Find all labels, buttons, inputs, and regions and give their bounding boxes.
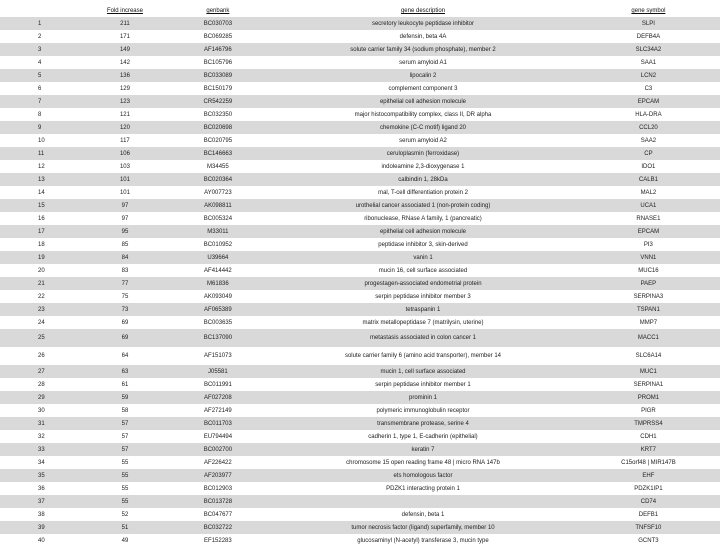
table-row[interactable] (0, 508, 720, 521)
row-index[interactable]: 34 (38, 459, 45, 466)
table-row[interactable] (0, 173, 720, 186)
fold-increase-cell[interactable]: 55 (83, 495, 166, 508)
table-row[interactable] (0, 316, 720, 329)
row-index[interactable]: 27 (0, 365, 83, 378)
genbank-cell[interactable]: BC150179 (203, 85, 233, 92)
gene-description-cell[interactable]: defensin, beta 4A (399, 33, 447, 40)
table-row[interactable] (0, 277, 720, 290)
gene-symbol-cell[interactable]: RNASE1 (636, 215, 661, 222)
fold-increase-cell[interactable]: 103 (119, 163, 130, 170)
gene-symbol-cell[interactable]: PI3 (643, 241, 653, 248)
table-row[interactable] (0, 199, 720, 212)
fold-increase-cell[interactable]: 97 (83, 199, 166, 212)
gene-description-cell[interactable]: matrix metallopeptidase 7 (matrilysin, uterine) (362, 319, 484, 326)
row-index[interactable]: 23 (0, 303, 83, 316)
genbank-cell[interactable]: BC105796 (203, 59, 233, 66)
table-row[interactable] (0, 160, 720, 173)
genbank-cell[interactable]: BC020364 (167, 173, 270, 186)
row-index[interactable]: 39 (0, 521, 83, 534)
row-index[interactable]: 4 (38, 59, 42, 66)
row-index[interactable]: 28 (38, 381, 45, 388)
table-row[interactable] (0, 347, 720, 365)
gene-symbol-cell[interactable]: CP (577, 147, 720, 160)
gene-symbol-cell[interactable]: PDZK1IP1 (634, 485, 663, 492)
table-row[interactable] (0, 82, 720, 95)
gene-description-cell[interactable]: serpin peptidase inhibitor member 1 (375, 381, 471, 388)
table-row[interactable] (0, 238, 720, 251)
fold-increase-cell[interactable]: 55 (121, 459, 129, 466)
fold-increase-cell[interactable]: 136 (83, 69, 166, 82)
gene-symbol-cell[interactable]: TSPAN1 (577, 303, 720, 316)
fold-increase-cell[interactable]: 57 (83, 417, 166, 430)
gene-description-cell[interactable]: serum amyloid A2 (399, 137, 447, 144)
fold-increase-cell[interactable]: 129 (119, 85, 130, 92)
table-row[interactable] (0, 95, 720, 108)
gene-symbol-cell[interactable]: MAL2 (640, 189, 657, 196)
gene-symbol-cell[interactable]: IDO1 (641, 163, 656, 170)
row-index[interactable]: 25 (0, 329, 83, 347)
header-fold-increase[interactable]: Fold increase (106, 8, 143, 14)
table-row[interactable] (0, 30, 720, 43)
fold-increase-cell[interactable]: 57 (121, 433, 129, 440)
genbank-cell[interactable]: CR542259 (167, 95, 270, 108)
genbank-cell[interactable]: AK098811 (167, 199, 270, 212)
gene-description-cell[interactable]: cadherin 1, type 1, E-cadherin (epithelial) (368, 433, 478, 440)
gene-description-cell[interactable]: epithelial cell adhesion molecule (269, 225, 577, 238)
gene-symbol-cell[interactable]: SERPINA3 (633, 293, 664, 300)
gene-description-cell[interactable]: vanin 1 (269, 251, 577, 264)
gene-symbol-cell[interactable]: DEFB1 (638, 511, 659, 518)
fold-increase-cell[interactable]: 121 (119, 111, 130, 118)
fold-increase-cell[interactable]: 84 (83, 251, 166, 264)
row-index[interactable]: 3 (0, 43, 83, 56)
genbank-cell[interactable]: M34455 (207, 163, 229, 170)
gene-description-cell[interactable]: solute carrier family 34 (sodium phosphate), member 2 (269, 43, 577, 56)
gene-description-cell[interactable]: urothelial cancer associated 1 (non-protein coding) (269, 199, 577, 212)
gene-description-cell[interactable]: prominin 1 (269, 391, 577, 404)
gene-description-cell[interactable]: transmembrane protease, serine 4 (269, 417, 577, 430)
genbank-cell[interactable]: M33011 (167, 225, 270, 238)
fold-increase-cell[interactable]: 120 (83, 121, 166, 134)
gene-description-cell[interactable]: serpin peptidase inhibitor member 3 (375, 293, 471, 300)
fold-increase-cell[interactable]: 73 (83, 303, 166, 316)
genbank-cell[interactable]: AF272149 (204, 407, 232, 414)
header-row (0, 5, 720, 17)
fold-increase-cell[interactable]: 69 (83, 329, 166, 347)
row-index[interactable]: 14 (38, 189, 45, 196)
gene-description-cell[interactable]: chemokine (C-C motif) ligand 20 (269, 121, 577, 134)
table-row[interactable] (0, 482, 720, 495)
row-index[interactable]: 13 (0, 173, 83, 186)
gene-description-cell[interactable]: major histocompatibility complex, class II, DR alpha (354, 111, 492, 118)
gene-symbol-cell[interactable]: HLA-DRA (635, 111, 662, 118)
genbank-cell[interactable]: BC003635 (203, 319, 233, 326)
gene-symbol-cell[interactable]: CALB1 (577, 173, 720, 186)
gene-description-cell[interactable]: ribonuclease, RNase A family, 1 (pancreatic) (364, 215, 482, 222)
gene-symbol-cell[interactable]: SLPI (577, 17, 720, 30)
gene-description-cell[interactable]: mucin 16, cell surface associated (378, 267, 468, 274)
table-row[interactable] (0, 251, 720, 264)
fold-increase-cell[interactable]: 117 (120, 137, 130, 144)
gene-symbol-cell[interactable]: C15orf48 | MIR147B (621, 459, 676, 466)
genbank-cell[interactable]: J05581 (167, 365, 270, 378)
fold-increase-cell[interactable]: 85 (121, 241, 129, 248)
fold-increase-cell[interactable]: 51 (83, 521, 166, 534)
fold-increase-cell[interactable]: 211 (83, 17, 166, 30)
table-row[interactable] (0, 534, 720, 547)
genbank-cell[interactable]: U39664 (167, 251, 270, 264)
table-row[interactable] (0, 456, 720, 469)
table-row[interactable] (0, 430, 720, 443)
gene-description-cell[interactable]: mal, T-cell differentiation protein 2 (378, 189, 468, 196)
fold-increase-cell[interactable]: 142 (119, 59, 130, 66)
gene-symbol-cell[interactable]: MUC1 (577, 365, 720, 378)
gene-description-cell[interactable]: mucin 1, cell surface associated (269, 365, 577, 378)
gene-description-cell[interactable]: glucosaminyl (N-acetyl) transferase 3, mucin type (357, 537, 489, 544)
table-row[interactable] (0, 443, 720, 456)
gene-description-cell[interactable]: PDZK1 interacting protein 1 (386, 485, 460, 492)
genbank-cell[interactable]: BC032350 (203, 111, 233, 118)
row-index[interactable]: 18 (38, 241, 45, 248)
fold-increase-cell[interactable]: 64 (121, 353, 129, 359)
gene-symbol-cell[interactable]: SAA1 (640, 59, 657, 66)
gene-symbol-cell[interactable]: MACC1 (577, 329, 720, 347)
genbank-cell[interactable]: BC033089 (167, 69, 270, 82)
fold-increase-cell[interactable]: 57 (83, 443, 166, 456)
gene-description-cell[interactable]: serum amyloid A1 (399, 59, 447, 66)
gene-description-cell[interactable]: progestagen-associated endometrial protein (269, 277, 577, 290)
row-index[interactable]: 17 (0, 225, 83, 238)
gene-symbol-cell[interactable]: SLC6A14 (635, 353, 662, 359)
table-row[interactable] (0, 329, 720, 347)
header-index (0, 5, 83, 17)
genbank-cell[interactable]: AK093049 (203, 293, 232, 300)
gene-description-cell[interactable]: ceruloplasmin (ferroxidase) (269, 147, 577, 160)
genbank-cell[interactable]: BC047677 (203, 511, 233, 518)
gene-description-cell[interactable] (269, 495, 577, 508)
row-index[interactable]: 20 (38, 267, 45, 274)
row-index[interactable]: 22 (38, 293, 45, 300)
table-row[interactable] (0, 404, 720, 417)
row-index[interactable]: 9 (0, 121, 83, 134)
gene-description-cell[interactable]: ets homologous factor (269, 469, 577, 482)
genbank-cell[interactable]: BC020795 (203, 137, 233, 144)
gene-symbol-cell[interactable]: KRT7 (577, 443, 720, 456)
row-index[interactable]: 10 (38, 137, 45, 144)
gene-description-cell[interactable]: indoleamine 2,3-dioxygenase 1 (381, 163, 465, 170)
row-index[interactable]: 33 (0, 443, 83, 456)
genbank-cell[interactable]: BC012903 (203, 485, 233, 492)
row-index[interactable]: 38 (38, 511, 45, 518)
table-body (0, 17, 720, 547)
gene-symbol-cell[interactable]: MUC16 (638, 267, 659, 274)
fold-increase-cell[interactable]: 106 (83, 147, 166, 160)
table-row[interactable] (0, 290, 720, 303)
row-index[interactable]: 36 (38, 485, 45, 492)
gene-table (0, 5, 720, 547)
table-row[interactable] (0, 303, 720, 316)
table-row[interactable] (0, 495, 720, 508)
genbank-cell[interactable]: BC020698 (167, 121, 270, 134)
genbank-cell[interactable]: AF146796 (167, 43, 270, 56)
fold-increase-cell[interactable]: 123 (83, 95, 166, 108)
genbank-cell[interactable]: AY007723 (204, 189, 232, 196)
gene-symbol-cell[interactable]: CD74 (577, 495, 720, 508)
gene-description-cell[interactable]: secretory leukocyte peptidase inhibitor (269, 17, 577, 30)
genbank-cell[interactable]: BC069285 (203, 33, 233, 40)
table-row[interactable] (0, 469, 720, 482)
fold-increase-cell[interactable]: 77 (83, 277, 166, 290)
row-index[interactable]: 5 (0, 69, 83, 82)
gene-symbol-cell[interactable]: CDH1 (640, 433, 657, 440)
row-index[interactable]: 32 (38, 433, 45, 440)
genbank-cell[interactable]: BC005324 (203, 215, 233, 222)
fold-increase-cell[interactable]: 101 (119, 189, 130, 196)
row-index[interactable]: 35 (0, 469, 83, 482)
genbank-cell[interactable]: AF065389 (167, 303, 270, 316)
table-row[interactable] (0, 69, 720, 82)
gene-symbol-cell[interactable]: SLC34A2 (577, 43, 720, 56)
gene-description-cell[interactable]: tumor necrosis factor (ligand) superfamily, member 10 (269, 521, 577, 534)
table-row[interactable] (0, 17, 720, 30)
table-row[interactable] (0, 378, 720, 391)
row-index[interactable]: 37 (0, 495, 83, 508)
table-row[interactable] (0, 147, 720, 160)
row-index[interactable]: 6 (38, 85, 42, 92)
gene-description-cell[interactable]: solute carrier family 6 (amino acid transporter), member 14 (344, 353, 502, 359)
gene-description-cell[interactable]: defensin, beta 1 (401, 511, 445, 518)
row-index[interactable]: 16 (38, 215, 45, 222)
table-row[interactable] (0, 212, 720, 225)
fold-increase-cell[interactable]: 101 (83, 173, 166, 186)
genbank-cell[interactable]: EF152283 (204, 537, 232, 544)
genbank-cell[interactable]: AF027208 (167, 391, 270, 404)
row-index[interactable]: 24 (38, 319, 45, 326)
table-row[interactable] (0, 521, 720, 534)
fold-increase-cell[interactable]: 49 (121, 537, 129, 544)
table-row[interactable] (0, 186, 720, 199)
gene-symbol-cell[interactable]: VNN1 (577, 251, 720, 264)
gene-symbol-cell[interactable]: EPCAM (577, 225, 720, 238)
fold-increase-cell[interactable]: 63 (83, 365, 166, 378)
table-row[interactable] (0, 225, 720, 238)
header-gene-description[interactable]: gene description (400, 8, 445, 14)
gene-description-cell[interactable]: chromosome 15 open reading frame 48 | micro RNA 147b (346, 459, 500, 466)
gene-symbol-cell[interactable]: SAA2 (640, 137, 657, 144)
row-index[interactable]: 11 (0, 147, 83, 160)
genbank-cell[interactable]: BC032722 (167, 521, 270, 534)
row-index[interactable]: 7 (0, 95, 83, 108)
genbank-cell[interactable]: BC137090 (167, 329, 270, 347)
fold-increase-cell[interactable]: 61 (121, 381, 129, 388)
table-row[interactable] (0, 264, 720, 277)
gene-description-cell[interactable]: calbindin 1, 28kDa (269, 173, 577, 186)
table-row[interactable] (0, 391, 720, 404)
gene-symbol-cell[interactable]: EHF (577, 469, 720, 482)
genbank-cell[interactable]: BC011991 (203, 381, 232, 388)
gene-symbol-cell[interactable]: GCNT3 (638, 537, 659, 544)
gene-symbol-cell[interactable]: TNFSF10 (577, 521, 720, 534)
gene-description-cell[interactable]: keratin 7 (269, 443, 577, 456)
table-row[interactable] (0, 121, 720, 134)
header-gene-symbol[interactable]: gene symbol (631, 8, 666, 14)
table-row[interactable] (0, 134, 720, 147)
gene-symbol-cell[interactable]: PAEP (577, 277, 720, 290)
gene-symbol-cell[interactable]: UCA1 (577, 199, 720, 212)
table-row[interactable] (0, 365, 720, 378)
genbank-cell[interactable]: AF151073 (204, 353, 232, 359)
genbank-cell[interactable]: BC010952 (203, 241, 233, 248)
header-genbank[interactable]: genbank (206, 8, 230, 14)
gene-symbol-cell[interactable]: TMPRSS4 (577, 417, 720, 430)
genbank-cell[interactable]: AF226422 (204, 459, 232, 466)
fold-increase-cell[interactable]: 95 (83, 225, 166, 238)
fold-increase-cell[interactable]: 75 (121, 293, 129, 300)
gene-description-cell[interactable]: lipocalin 2 (269, 69, 577, 82)
genbank-cell[interactable]: EU794494 (203, 433, 233, 440)
row-index[interactable]: 29 (0, 391, 83, 404)
table-row[interactable] (0, 417, 720, 430)
row-index[interactable]: 31 (0, 417, 83, 430)
genbank-cell[interactable]: BC146663 (167, 147, 270, 160)
row-index[interactable]: 30 (38, 407, 45, 414)
fold-increase-cell[interactable]: 55 (121, 485, 129, 492)
gene-description-cell[interactable]: polymeric immunoglobulin receptor (376, 407, 470, 414)
gene-symbol-cell[interactable]: CCL20 (577, 121, 720, 134)
genbank-cell[interactable]: AF203977 (167, 469, 270, 482)
gene-description-cell[interactable]: epithelial cell adhesion molecule (269, 95, 577, 108)
row-index[interactable]: 40 (38, 537, 45, 544)
row-index[interactable]: 15 (0, 199, 83, 212)
row-index[interactable]: 2 (38, 33, 42, 40)
fold-increase-cell[interactable]: 59 (83, 391, 166, 404)
row-index[interactable]: 12 (38, 163, 45, 170)
gene-description-cell[interactable]: complement component 3 (388, 85, 458, 92)
gene-symbol-cell[interactable]: MMP7 (639, 319, 658, 326)
gene-description-cell[interactable]: metastasis associated in colon cancer 1 (269, 329, 577, 347)
fold-increase-cell[interactable]: 58 (121, 407, 129, 414)
table-row[interactable] (0, 43, 720, 56)
gene-symbol-cell[interactable]: SERPINA1 (633, 381, 664, 388)
fold-increase-cell[interactable]: 83 (121, 267, 129, 274)
fold-increase-cell[interactable]: 97 (121, 215, 129, 222)
genbank-cell[interactable]: BC002700 (167, 443, 270, 456)
gene-symbol-cell[interactable]: PIGR (641, 407, 656, 414)
genbank-cell[interactable]: BC013728 (167, 495, 270, 508)
row-index[interactable]: 21 (0, 277, 83, 290)
fold-increase-cell[interactable]: 149 (83, 43, 166, 56)
table-row[interactable] (0, 56, 720, 69)
genbank-cell[interactable]: M61836 (167, 277, 270, 290)
fold-increase-cell[interactable]: 69 (121, 319, 129, 326)
fold-increase-cell[interactable]: 171 (119, 33, 130, 40)
row-index[interactable]: 1 (0, 17, 83, 30)
gene-symbol-cell[interactable]: PROM1 (577, 391, 720, 404)
gene-symbol-cell[interactable]: LCN2 (577, 69, 720, 82)
fold-increase-cell[interactable]: 52 (121, 511, 129, 518)
genbank-cell[interactable]: BC011703 (167, 417, 270, 430)
gene-description-cell[interactable]: peptidase inhibitor 3, skin-derived (378, 241, 468, 248)
gene-symbol-cell[interactable]: C3 (644, 85, 653, 92)
row-index[interactable]: 26 (38, 353, 45, 359)
gene-description-cell[interactable]: tetraspanin 1 (269, 303, 577, 316)
fold-increase-cell[interactable]: 55 (83, 469, 166, 482)
gene-symbol-cell[interactable]: DEFB4A (636, 33, 661, 40)
genbank-cell[interactable]: AF414442 (204, 267, 232, 274)
row-index[interactable]: 8 (38, 111, 42, 118)
table-row[interactable] (0, 108, 720, 121)
row-index[interactable]: 19 (0, 251, 83, 264)
genbank-cell[interactable]: BC030703 (167, 17, 270, 30)
gene-symbol-cell[interactable]: EPCAM (577, 95, 720, 108)
